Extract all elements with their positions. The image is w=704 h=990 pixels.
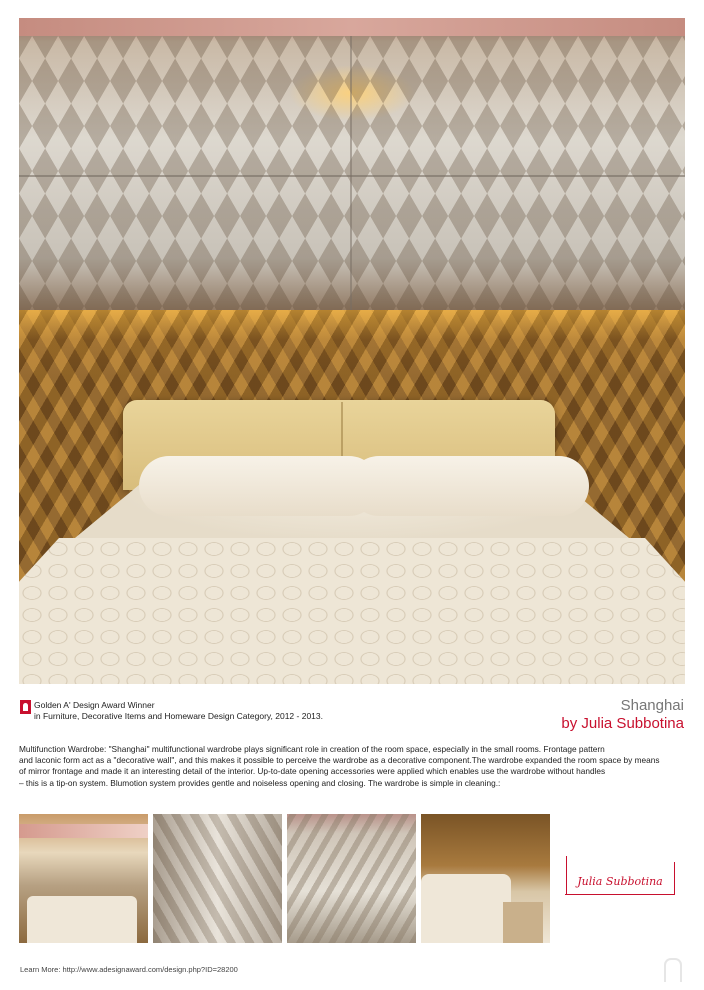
award-title: Golden A' Design Award Winner (34, 700, 155, 710)
thumbnail-photo-4 (421, 814, 550, 943)
award-logo-icon (20, 700, 31, 714)
thumbnail-table (503, 902, 543, 943)
description-line: and laconic form act as a "decorative wall", and this makes it possible to perceive the wardrobe as a decorative component.The wardrobe expanded the room space by means (19, 755, 660, 766)
project-description (19, 744, 685, 789)
wardrobe-seam (19, 175, 685, 177)
thumbnail-bed (421, 874, 511, 943)
thumbnail-bed (27, 896, 137, 943)
project-title: Shanghai (620, 697, 684, 714)
pillow-right (349, 456, 589, 516)
learn-more-link[interactable]: Learn More: http://www.adesignaward.com/design.php?ID=28200 (20, 965, 238, 974)
thumbnail-photo-3 (287, 814, 416, 943)
thumbnail-photo-2 (153, 814, 282, 943)
thumbnail-photo-1 (19, 814, 148, 943)
description-line: – this is a tip-on system. Blumotion system provides gentle and noiseless opening and closing. The wardrobe is simple in cleaning.: (19, 777, 501, 788)
hero-photo (19, 18, 685, 684)
wardrobe-vertical-seam (350, 36, 352, 318)
pillow-left (139, 456, 379, 516)
thumbnail-shading (153, 814, 282, 943)
signature-underline (565, 894, 675, 895)
description-line: of mirror frontage and made it an interesting detail of the interior. Up-to-date opening accessories were applied which enables use the wardrobe without handles (19, 766, 606, 777)
thumbnail-pattern (287, 814, 416, 943)
award-category: in Furniture, Decorative Items and Homeware Design Category, 2012 - 2013. (34, 711, 323, 721)
wardrobe-pattern (19, 36, 685, 318)
watermark-logo-icon (664, 958, 682, 982)
description-line: Multifunction Wardrobe: "Shanghai" multifunctional wardrobe plays significant role in creation of the room space, especially in the small rooms. Frontage pattern (19, 744, 605, 754)
project-author: by Julia Subbotina (561, 715, 684, 732)
bed-quilt (19, 538, 685, 684)
ceiling-strip (19, 18, 685, 36)
designer-signature: Julia Subbotina (577, 875, 663, 888)
thumbnail-ceiling-band (19, 824, 148, 838)
